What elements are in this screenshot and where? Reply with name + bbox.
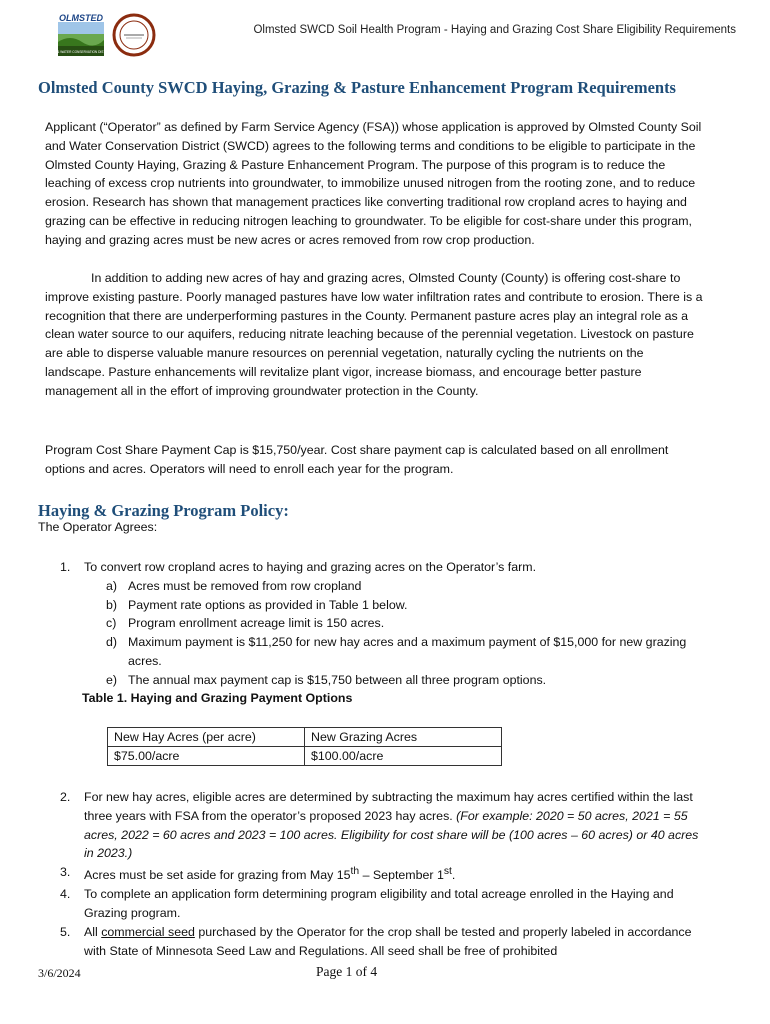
list-item xyxy=(60,788,710,863)
intro-paragraph: Applicant (“Operator” as defined by Farm Service Agency (FSA)) whose application is approved by Olmsted County Soil and Water Conservation District (SWCD) agrees to the following terms and conditions to be eligible to participate in the Olmsted County Haying, Grazing & Pasture Enhancement Program. The purpose of this program is to reduce the leaching of excess crop nutrients into groundwater, to immobilize unused nitrogen from the rooting zone, and to reduce erosion. Research has shown that management practices like converting traditional row cropland acres to haying and grazing can be effective in reducing nitrogen leaching to groundwater. To be eligible for cost-share under this program, haying and grazing acres must be new acres or acres removed from row crop production. xyxy=(45,120,702,247)
header-logos xyxy=(49,12,156,58)
sub-letter: e) xyxy=(106,672,118,687)
sub-letter: d) xyxy=(106,635,118,650)
page-number: Page 1 of 4 xyxy=(316,964,378,979)
item-text-main: For new hay acres, eligible acres are determined by subtracting the maximum hay acres certified within the last three years with FSA from the operator’s proposed 2023 hay acres. xyxy=(84,790,693,823)
item3-mid: – September 1 xyxy=(359,868,444,883)
policy-list-part1 xyxy=(60,558,710,690)
item-number: 1. xyxy=(60,560,71,574)
payment-options-table xyxy=(107,727,502,766)
table-cell: $75.00/acre xyxy=(108,747,305,766)
sub-text: The annual max payment cap is $15,750 between all three program options. xyxy=(128,672,547,687)
operator-agrees: The Operator Agrees: xyxy=(38,520,158,534)
payment-cap-paragraph: Program Cost Share Payment Cap is $15,750/year. Cost share payment cap is calculated based on all enrollment options and acres. Operators will need to enroll each year for the program. xyxy=(45,443,669,476)
table-header-cell: New Grazing Acres xyxy=(305,728,502,747)
logo-subtext: SOIL & WATER CONSERVATION DISTRICT xyxy=(49,50,113,54)
sub-text: Payment rate options as provided in Table 1 below. xyxy=(128,597,408,612)
table-header-cell: New Hay Acres (per acre) xyxy=(108,728,305,747)
logo-text: OLMSTED xyxy=(59,13,103,23)
list-item xyxy=(60,863,710,885)
sub-text: Program enrollment acreage limit is 150 acres. xyxy=(128,616,385,631)
policy-list-part2 xyxy=(60,788,710,960)
item3-sup1: th xyxy=(350,866,360,878)
sub-item xyxy=(106,671,710,690)
item-text: To convert row cropland acres to haying and grazing acres on the Operator’s farm. xyxy=(84,560,537,574)
sub-item xyxy=(106,633,710,671)
item3-post: . xyxy=(451,868,456,883)
table-caption: Table 1. Haying and Grazing Payment Options xyxy=(82,691,353,705)
item-text: To complete an application form determining program eligibility and total acreage enrolled in the Haying and Grazing program. xyxy=(84,887,674,920)
sub-text: Acres must be removed from row cropland xyxy=(128,578,362,593)
sub-item xyxy=(106,577,710,596)
sub-letter: a) xyxy=(106,578,118,593)
item-text xyxy=(84,863,455,885)
item-example: (For example: 2020 = 50 acres, 2021 = 55 acres, 2022 = 60 acres and 2023 = 100 acres. Eligibility for cost share will be (100 acres – 60 acres) or 40 acres in 2023.) xyxy=(84,808,699,861)
list-item xyxy=(60,885,710,923)
page-title: Olmsted County SWCD Haying, Grazing & Pasture Enhancement Program Requirements xyxy=(38,78,676,97)
sub-letter: b) xyxy=(106,597,118,612)
item5-pre: All xyxy=(84,924,102,939)
item-text xyxy=(84,923,710,961)
olmsted-swcd-logo xyxy=(49,12,113,58)
footer-date: 3/6/2024 xyxy=(38,966,81,980)
table-row xyxy=(108,728,502,747)
item-number: 4. xyxy=(60,887,71,902)
sub-text: Maximum payment is $11,250 for new hay acres and a maximum payment of $15,000 for new grazing acres. xyxy=(128,635,687,668)
pasture-paragraph: In addition to adding new acres of hay and grazing acres, Olmsted County (County) is offering cost-share to improve existing pasture. Poorly managed pastures have low water infiltration rates and contribute to erosion. There is a recognition that there are underperforming pastures in the County. Permanent pasture acres play an integral role as a clean water source to our aquifers, reducing nitrate leaching because of the perennial vegetation. Livestock on pasture are able to disperse valuable manure resources on perennial vegetation, naturally cycling the nutrients on the landscape. Pasture enhancements will revitalize plant vigor, increase biomass, and encourage better pasture management all in the effort of improving groundwater protection in the County. xyxy=(45,271,703,398)
table-row xyxy=(108,747,502,766)
item5-post: purchased by the Operator for the crop shall be tested and properly labeled in accordance with State of Minnesota Seed Law and Regulations. All seed shall be free of prohibited xyxy=(84,924,692,958)
policy-title: Haying & Grazing Program Policy: xyxy=(38,501,289,520)
item-number: 2. xyxy=(60,790,71,804)
item-number: 3. xyxy=(60,865,71,880)
list-item xyxy=(60,558,710,577)
sub-item xyxy=(106,614,710,633)
commercial-seed-term: commercial seed xyxy=(101,924,195,939)
running-header: Olmsted SWCD Soil Health Program - Haying and Grazing Cost Share Eligibility Requirements xyxy=(253,24,736,36)
item3-pre: Acres must be set aside for grazing from May 15 xyxy=(84,868,351,883)
item3-sup2: st xyxy=(443,866,452,878)
partner-seal-logo xyxy=(112,13,156,57)
item-number: 5. xyxy=(60,924,71,939)
table-cell: $100.00/acre xyxy=(305,747,502,766)
list-item xyxy=(60,923,710,961)
sub-letter: c) xyxy=(106,616,117,631)
item-text xyxy=(84,788,710,863)
sub-item xyxy=(106,596,710,615)
